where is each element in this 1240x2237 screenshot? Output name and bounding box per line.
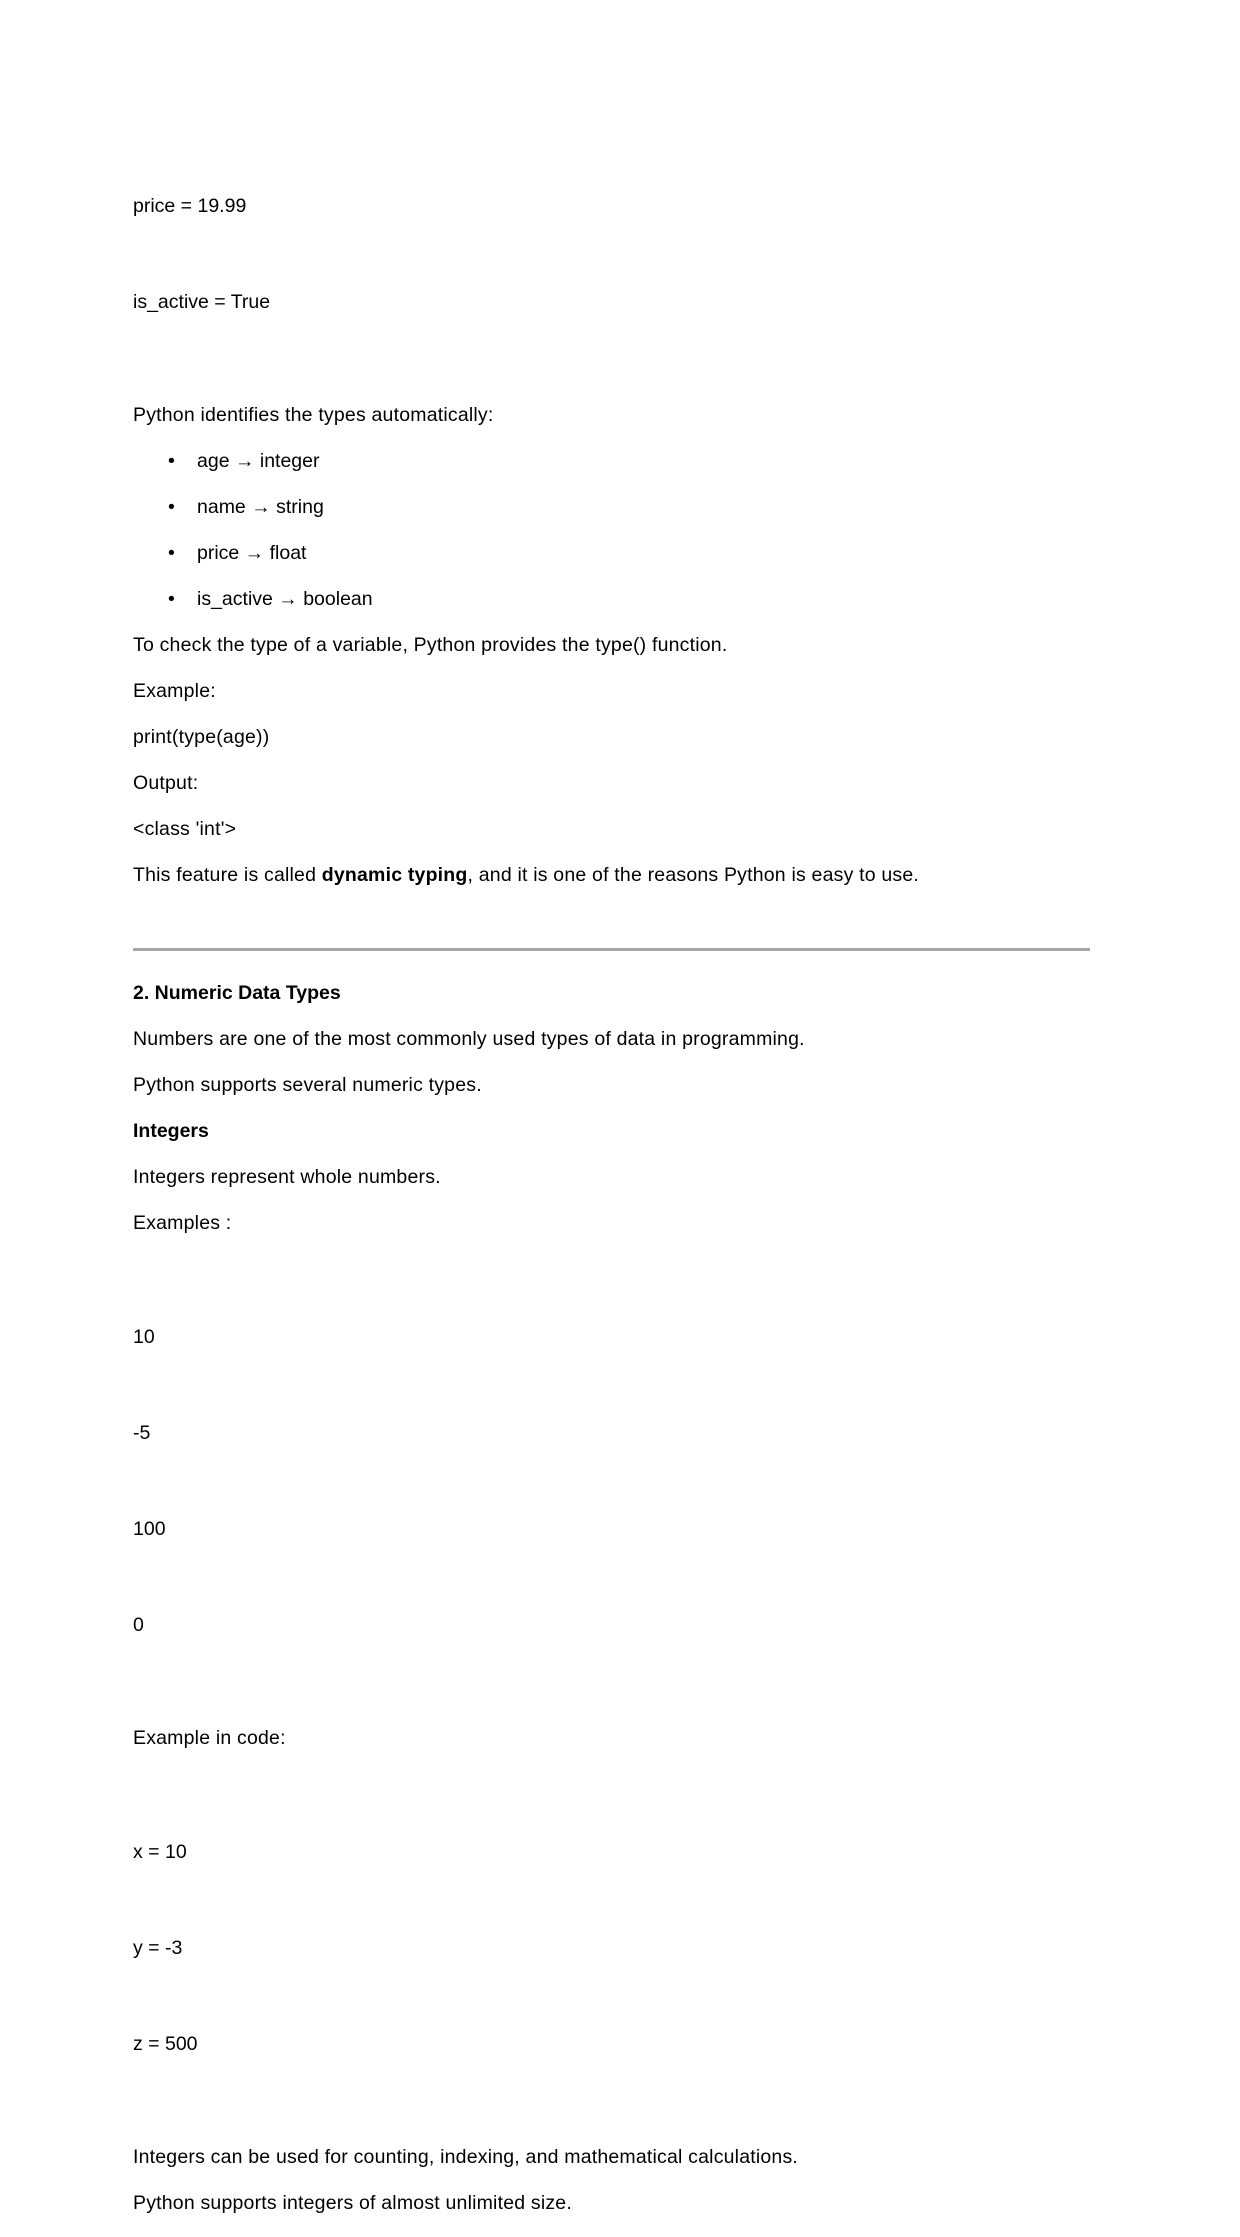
section-heading-numeric-data-types: 2. Numeric Data Types bbox=[133, 982, 341, 1004]
paragraph-integers-whole-numbers: Integers represent whole numbers. bbox=[133, 1166, 441, 1188]
paragraph-dynamic-typing bbox=[133, 863, 1090, 888]
dynamic-typing-before: This feature is called bbox=[133, 864, 322, 886]
label-example: Example: bbox=[133, 680, 216, 702]
list-item bbox=[133, 449, 1090, 474]
list-item bbox=[133, 541, 1090, 566]
bullet-list-type-mapping bbox=[133, 449, 1090, 612]
paragraph-python-supports-numeric: Python supports several numeric types. bbox=[133, 1074, 482, 1096]
horizontal-rule-divider bbox=[133, 948, 1090, 951]
subheading-integers: Integers bbox=[133, 1120, 209, 1142]
example-value-100: 100 bbox=[133, 1518, 166, 1540]
list-item-label: name → string bbox=[197, 496, 324, 518]
dynamic-typing-term: dynamic typing bbox=[321, 864, 468, 886]
paragraph-type-function: To check the type of a variable, Python provides the type() function. bbox=[133, 634, 728, 656]
paragraph-python-identifies-types: Python identifies the types automatically: bbox=[133, 404, 494, 426]
bullet-point-icon: • bbox=[168, 588, 175, 610]
bullet-point-icon: • bbox=[168, 450, 175, 472]
code-output-class-int: <class 'int'> bbox=[133, 818, 237, 840]
section-spacer bbox=[133, 909, 1090, 935]
paragraph-numbers-commonly-used: Numbers are one of the most commonly used types of data in programming. bbox=[133, 1028, 805, 1050]
code-print-type-age: print(type(age)) bbox=[133, 726, 270, 748]
code-line-z: z = 500 bbox=[133, 2033, 198, 2055]
paragraph-integers-usage: Integers can be used for counting, indexing, and mathematical calculations. bbox=[133, 2146, 799, 2168]
dynamic-typing-after: , and it is one of the reasons Python is easy to use. bbox=[467, 864, 920, 886]
list-item-label: age → integer bbox=[197, 450, 320, 472]
code-line-y: y = -3 bbox=[133, 1937, 183, 1959]
code-block-variable-assignments bbox=[133, 126, 1090, 382]
list-item-label: is_active → boolean bbox=[197, 588, 373, 610]
code-block-integer-examples bbox=[133, 1257, 1090, 1705]
example-value-10: 10 bbox=[133, 1326, 155, 1348]
example-value-0: 0 bbox=[133, 1614, 144, 1636]
code-block-integer-assignments bbox=[133, 1772, 1090, 2124]
section-divider-wrapper bbox=[133, 948, 1090, 951]
document-body bbox=[133, 126, 1090, 2237]
list-item bbox=[133, 495, 1090, 520]
list-item-label: price → float bbox=[197, 542, 307, 564]
example-value-minus-5: -5 bbox=[133, 1422, 151, 1444]
label-example-in-code: Example in code: bbox=[133, 1727, 286, 1749]
bullet-point-icon: • bbox=[168, 496, 175, 518]
code-line-price: price = 19.99 bbox=[133, 195, 247, 217]
paragraph-unlimited-size: Python supports integers of almost unlimited size. bbox=[133, 2192, 572, 2214]
label-output: Output: bbox=[133, 772, 199, 794]
code-line-is-active: is_active = True bbox=[133, 291, 271, 313]
list-item bbox=[133, 587, 1090, 612]
code-line-x: x = 10 bbox=[133, 1841, 187, 1863]
label-examples: Examples : bbox=[133, 1212, 232, 1234]
bullet-point-icon: • bbox=[168, 542, 175, 564]
